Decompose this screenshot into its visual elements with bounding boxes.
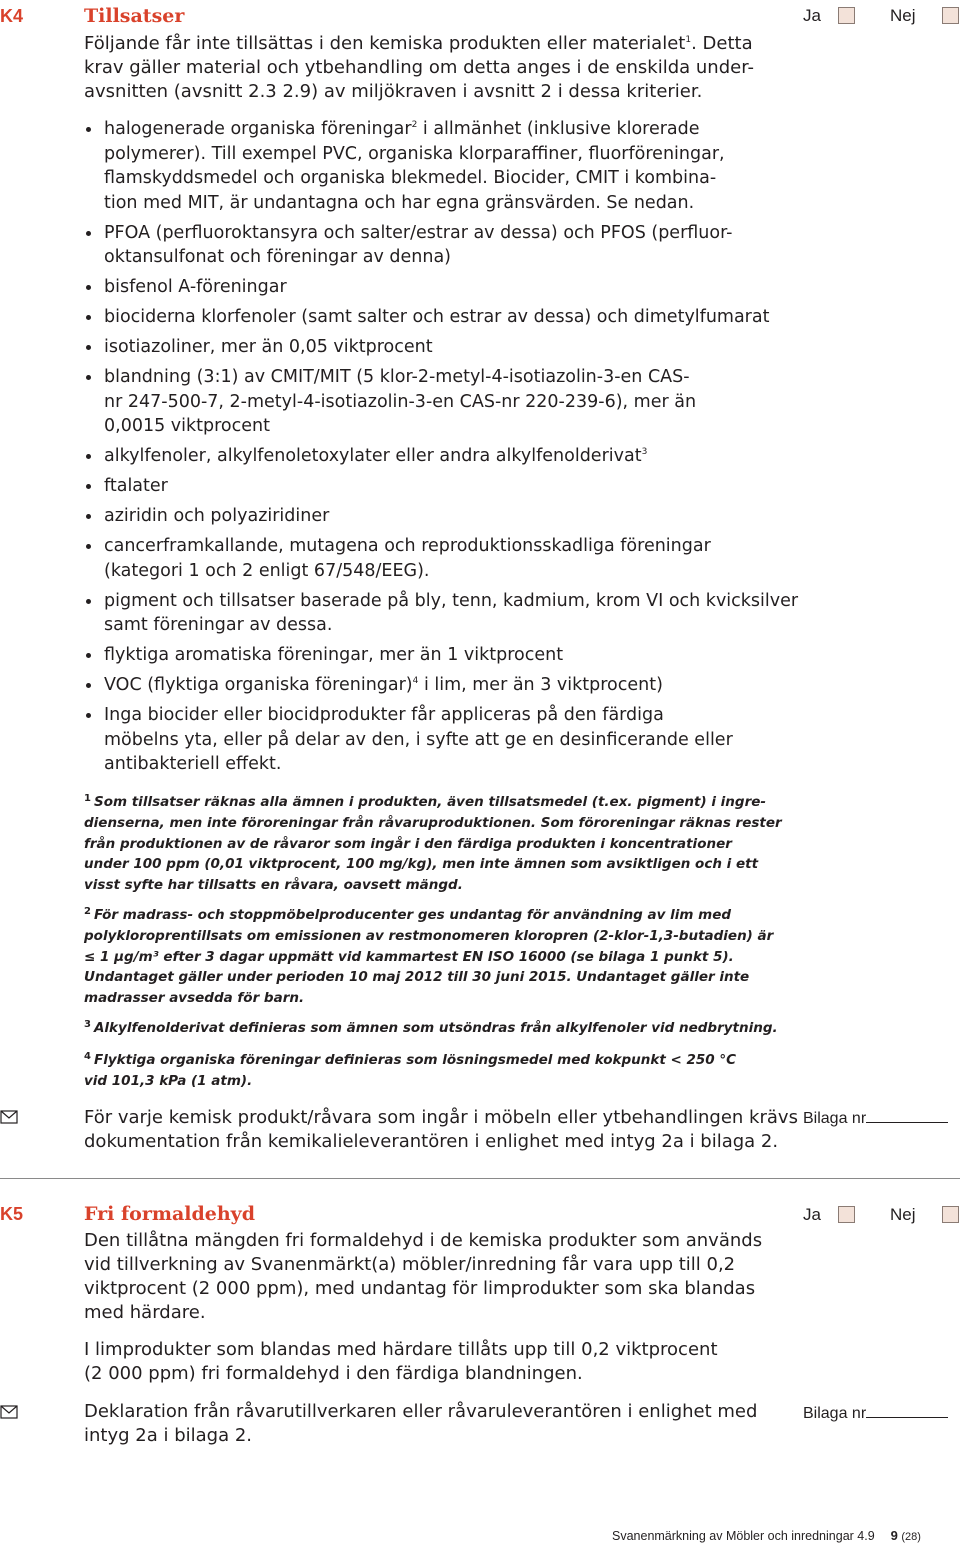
- list-item-text: Inga biocider eller biocidprodukter får appliceras på den färdiga: [104, 705, 664, 725]
- list-item-text: pigment och tillsatser baserade på bly, tenn, kadmium, krom VI och kvicksilver: [104, 590, 799, 611]
- list-item-text: blandning (3:1) av CMIT/MIT (5 klor-2-metyl-4-isotiazolin-3-en CAS-: [104, 367, 690, 387]
- list-item: [84, 117, 784, 215]
- list-item-text: flamskyddsmedel och organiska blekmedel. Biocider, CMIT i kombina-: [104, 168, 717, 188]
- list-item-text: bisfenol A-föreningar: [104, 277, 287, 297]
- ja-checkbox-icon[interactable]: [838, 7, 855, 24]
- k4-intro-line-1: Följande får inte tillsättas i den kemiska produkten eller materialet: [84, 33, 686, 54]
- list-item: [84, 534, 784, 583]
- list-item: [84, 275, 784, 300]
- list-item: [84, 335, 784, 360]
- footnote-text: från produktionen av de råvaror som ingår i den färdiga produkten i koncentrationer: [84, 835, 732, 852]
- bilaga-input-line[interactable]: [866, 1403, 948, 1418]
- prohibited-substances-list: [84, 117, 799, 782]
- ja-checkbox-icon[interactable]: [838, 1206, 855, 1223]
- page-footer: [612, 1528, 921, 1543]
- paragraph-text: Den tillåtna mängden fri formaldehyd i de kemiska produkter som används: [84, 1230, 763, 1251]
- page-number: 9: [890, 1528, 898, 1543]
- footnote-ref: 3: [641, 447, 648, 458]
- nej-label: Nej: [890, 1205, 916, 1224]
- bullet-icon: [86, 653, 91, 658]
- list-item: [84, 703, 784, 777]
- footnote-text: dienserna, men inte föroreningar från råvaruproduktionen. Som föroreningar räknas rester: [84, 814, 782, 831]
- list-item: [84, 221, 784, 270]
- declaration-text: För varje kemisk produkt/råvara som ingår i möbeln eller ytbehandlingen krävs: [84, 1107, 798, 1128]
- section-code-k5: K5: [0, 1204, 24, 1224]
- section-code-k4: K4: [0, 6, 24, 26]
- footer-title: Svanenmärkning av Möbler och inredningar 4.9: [612, 1529, 875, 1543]
- footnote-4: [84, 1050, 764, 1092]
- footnote-1: [84, 792, 782, 896]
- bullet-icon: [86, 285, 91, 290]
- footnote-text: Flyktiga organiska föreningar definieras som lösningsmedel med kokpunkt < 250 °C: [93, 1052, 737, 1068]
- bullet-icon: [86, 127, 91, 132]
- list-item: [84, 305, 784, 330]
- bullet-icon: [86, 375, 91, 380]
- footnote-ref: 4: [412, 676, 419, 687]
- footnote-text: madrasser avsedda för barn.: [84, 990, 305, 1007]
- k4-declaration: [84, 1106, 798, 1154]
- ja-label: Ja: [803, 6, 821, 25]
- list-item: [84, 365, 784, 439]
- declaration-text: Deklaration från råvarutillverkaren eller råvaruleverantören i enlighet med: [84, 1401, 758, 1422]
- bullet-icon: [86, 514, 91, 519]
- section-title-fri-formaldehyd: Fri formaldehyd: [84, 1203, 255, 1225]
- bilaga-input-line[interactable]: [866, 1108, 948, 1123]
- list-item-text: 0,0015 viktprocent: [104, 416, 270, 436]
- list-item: [84, 643, 784, 668]
- footnote-text: visst syfte har tillsatts en råvara, oavsett mängd.: [84, 877, 463, 894]
- footnote-number: 4: [84, 1050, 91, 1062]
- k4-intro: [84, 32, 764, 104]
- nej-checkbox-icon[interactable]: [942, 1206, 959, 1223]
- list-item-text: möbelns yta, eller på delar av den, i syfte att ge en desinficerande eller: [104, 729, 733, 750]
- footnote-text: under 100 ppm (0,01 viktprocent, 100 mg/kg), men inte ämnen som avsiktligen och i ett: [84, 856, 759, 873]
- bullet-icon: [86, 713, 91, 718]
- bilaga-field-k4[interactable]: [803, 1108, 948, 1128]
- footnote-text: Som tillsatser räknas alla ämnen i produkten, även tillsatsmedel (t.ex. pigment) i ingre-: [93, 794, 766, 810]
- list-item: [84, 444, 784, 469]
- footnote-text: ≤ 1 µg/m³ efter 3 dagar uppmätt vid kammartest EN ISO 16000 (se bilaga 1 punkt 5).: [84, 948, 734, 965]
- nej-label: Nej: [890, 6, 916, 25]
- list-item-text: VOC (flyktiga organiska föreningar): [104, 675, 413, 695]
- list-item-text: ftalater: [104, 476, 168, 496]
- list-item: [84, 474, 784, 499]
- list-item-text: halogenerade organiska föreningar: [104, 119, 412, 139]
- footnote-number: 2: [84, 905, 91, 917]
- bullet-icon: [86, 599, 91, 604]
- list-item-text: cancerframkallande, mutagena och reproduktionsskadliga föreningar: [104, 536, 711, 556]
- footnote-text: vid 101,3 kPa (1 atm).: [84, 1072, 253, 1089]
- bullet-icon: [86, 484, 91, 489]
- footnote-text: polykloroprentillsats om emissionen av restmonomeren kloropren (2-klor-1,3-butadien) är: [84, 927, 774, 944]
- paragraph-text: viktprocent (2 000 ppm), med undantag för limprodukter som ska blandas: [84, 1278, 756, 1299]
- bullet-icon: [86, 454, 91, 459]
- bullet-icon: [86, 544, 91, 549]
- bullet-icon: [86, 345, 91, 350]
- footnote-ref: 2: [411, 120, 418, 131]
- k5-declaration: [84, 1400, 784, 1448]
- footnote-number: 3: [84, 1018, 91, 1030]
- section-title-tillsatser: Tillsatser: [84, 5, 185, 27]
- list-item-text: nr 247-500-7, 2-metyl-4-isotiazolin-3-en CAS-nr 220-239-6), mer än: [104, 391, 697, 412]
- paragraph-text: med härdare.: [84, 1302, 206, 1323]
- list-item-text: samt föreningar av dessa.: [104, 615, 333, 635]
- footnote-2: [84, 905, 774, 1009]
- paragraph-text: vid tillverkning av Svanenmärkt(a) möbler/inredning får vara upp till 0,2: [84, 1254, 736, 1275]
- declaration-text: dokumentation från kemikalieleverantören i enlighet med intyg 2a i bilaga 2.: [84, 1131, 779, 1152]
- k5-paragraph-1: [84, 1229, 764, 1325]
- page-total: (28): [901, 1531, 921, 1543]
- footnote-ref: 1: [685, 35, 692, 45]
- list-item-text: isotiazoliner, mer än 0,05 viktprocent: [104, 337, 433, 357]
- footnote-number: 1: [84, 792, 91, 804]
- paragraph-text: I limprodukter som blandas med härdare tillåts upp till 0,2 viktprocent: [84, 1339, 718, 1360]
- bullet-icon: [86, 315, 91, 320]
- list-item: [84, 504, 784, 529]
- bilaga-label: Bilaga nr: [803, 1405, 867, 1422]
- list-item-text: i lim, mer än 3 viktprocent): [418, 675, 663, 695]
- bullet-icon: [86, 231, 91, 236]
- footnote-3: [84, 1018, 778, 1039]
- nej-checkbox-icon[interactable]: [942, 7, 959, 24]
- envelope-icon: [0, 1405, 18, 1419]
- list-item-text: oktansulfonat och föreningar av denna): [104, 247, 452, 267]
- k4-intro-line-2: krav gäller material och ytbehandling om detta anges i de enskilda under-: [84, 57, 754, 78]
- list-item-text: polymerer). Till exempel PVC, organiska klorparaffiner, fluorföreningar,: [104, 143, 725, 164]
- list-item: [84, 589, 799, 638]
- list-item-text: PFOA (perfluoroktansyra och salter/estrar av dessa) och PFOS (perfluor-: [104, 222, 733, 243]
- footnote-text: För madrass- och stoppmöbelproducenter ges undantag för användning av lim med: [93, 907, 732, 923]
- k4-intro-line-1-tail: . Detta: [691, 33, 753, 54]
- list-item-text: i allmänhet (inklusive klorerade: [417, 119, 700, 139]
- list-item-text: aziridin och polyaziridiner: [104, 506, 330, 526]
- list-item-text: tion med MIT, är undantagna och har egna gränsvärden. Se nedan.: [104, 192, 695, 213]
- list-item-text: alkylfenoler, alkylfenoletoxylater eller andra alkylfenolderivat: [104, 446, 642, 466]
- footnote-text: Alkylfenolderivat definieras som ämnen som utsöndras från alkylfenoler vid nedbrytning.: [93, 1020, 778, 1036]
- declaration-text: intyg 2a i bilaga 2.: [84, 1425, 253, 1446]
- section-divider: [0, 1178, 960, 1179]
- ja-label: Ja: [803, 1205, 821, 1224]
- list-item-text: biociderna klorfenoler (samt salter och estrar av dessa) och dimetylfumarat: [104, 307, 770, 327]
- footnote-text: Undantaget gäller under perioden 10 maj 2012 till 30 juni 2015. Undantaget gäller inte: [84, 969, 750, 986]
- k5-paragraph-2: [84, 1338, 764, 1386]
- list-item-text: (kategori 1 och 2 enligt 67/548/EEG).: [104, 560, 430, 581]
- paragraph-text: (2 000 ppm) fri formaldehyd i den färdiga blandningen.: [84, 1363, 583, 1384]
- list-item: [84, 673, 784, 698]
- k4-intro-line-3: avsnitten (avsnitt 2.3 2.9) av miljökraven i avsnitt 2 i dessa kriterier.: [84, 81, 703, 102]
- list-item-text: antibakteriell effekt.: [104, 754, 282, 774]
- list-item-text: flyktiga aromatiska föreningar, mer än 1 viktprocent: [104, 645, 564, 665]
- bilaga-label: Bilaga nr: [803, 1110, 867, 1127]
- envelope-icon: [0, 1110, 18, 1124]
- bilaga-field-k5[interactable]: [803, 1403, 948, 1423]
- bullet-icon: [86, 683, 91, 688]
